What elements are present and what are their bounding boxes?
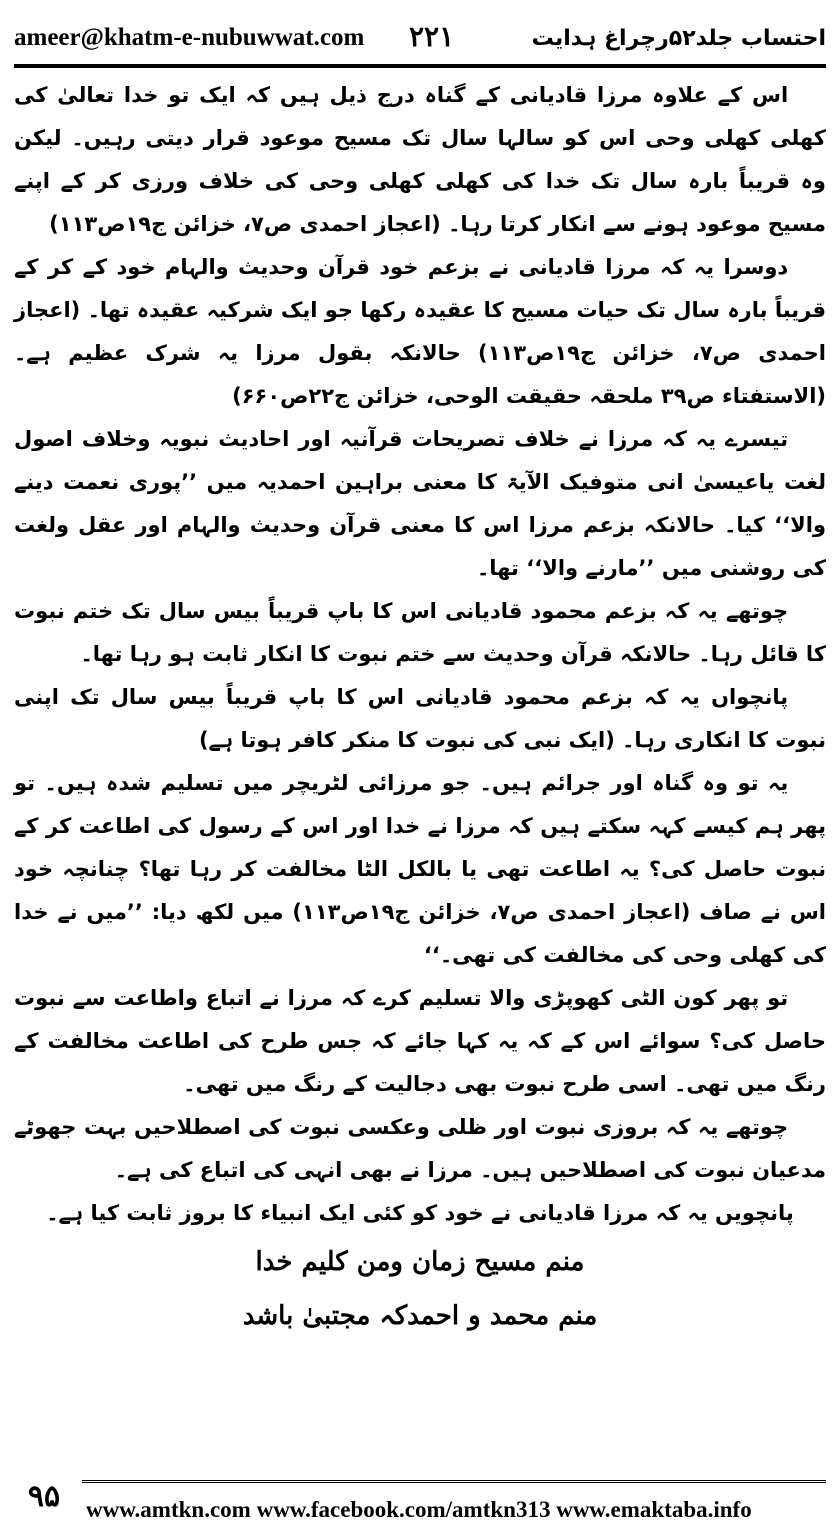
paragraph-7: تو پھر کون الٹی کھوپڑی والا تسلیم کرے کہ مرزا نے اتباع واطاعت سے نبوت حاصل کی؟ سوائے اس کے کہ یہ کہا جائے کہ جس طرح کی اطاعت مخالفت کے رنگ میں تھی۔ اسی طرح نبوت بھی دجالیت کے رنگ میں تھی۔ — [14, 986, 826, 1096]
paragraph-4: چوتھے یہ کہ بزعم محمود قادیانی اس کا باپ قریباً بیس سال تک ختم نبوت کا قائل رہا۔ حالانکہ قرآن وحدیث سے ختم نبوت کا انکار ثابت ہو رہا تھا۔ — [14, 599, 826, 666]
header-title: احتساب جلد۵۲رچراغ ہدایت — [531, 25, 826, 51]
centered-line: پانچویں یہ کہ مرزا قادیانی نے خود کو کئی ایک انبیاء کا بروز ثابت کیا ہے۔ — [46, 1201, 794, 1225]
paragraph-1: اس کے علاوہ مرزا قادیانی کے گناہ درج ذیل ہیں کہ ایک تو خدا تعالیٰ کی کھلی کھلی وحی اس کو سالہا سال تک مسیح موعود قرار دیتی رہیں۔ لیکن وہ قریباً بارہ سال تک خدا کی کھلی کھلی وحی کی خلاف ورزی کر کے اپنے مسیح موعود ہونے سے انکار کرتا رہا۔ (اعجاز احمدی ص۷، خزائن ج۱۹ص۱۱۳) — [14, 83, 826, 236]
paragraph-6: یہ تو وہ گناہ اور جرائم ہیں۔ جو مرزائی لٹریچر میں تسلیم شدہ ہیں۔ تو پھر ہم کیسے کہہ سکتے ہیں کہ مرزا نے خدا اور اس کے رسول کی اطاعت کر کے نبوت حاصل کی؟ یہ اطاعت تھی یا بالکل الٹا مخالفت کر رہا تھا؟ چنانچہ خود اس نے صاف (اعجاز احمدی ص۷، خزائن ج۱۹ص۱۱۳) میں لکھ دیا: ’’میں نے خدا کی کھلی وحی کی مخالفت کی تھی۔‘‘ — [14, 771, 827, 967]
paragraph-8: چوتھے یہ کہ بروزی نبوت اور ظلی وعکسی نبوت کی اصطلاحیں بہت جھوٹے مدعیان نبوت کی اصطلاحیں ہیں۔ مرزا نے بھی انہی کی اتباع کی ہے۔ — [14, 1115, 826, 1182]
footer-links: www.amtkn.com www.facebook.com/amtkn313 www.emaktaba.info — [86, 1497, 752, 1522]
header-divider — [14, 64, 826, 68]
paragraph-3: تیسرے یہ کہ مرزا نے خلاف تصریحات قرآنیہ اور احادیث نبویہ وخلاف اصول لغت یاعیسیٰ انی متوفیک الآیۃ کا معنی براہین احمدیہ میں ’’پوری نعمت دینے والا‘‘ کیا۔ حالانکہ بزعم مرزا اس کا معنی قرآن وحدیث والہام اور عقل ولغت کی روشنی میں ’’مارنے والا‘‘ تھا۔ — [14, 427, 826, 580]
verse-line-1: منم مسیح زمان ومن کلیم خدا — [255, 1247, 585, 1277]
paragraph-5: پانچواں یہ کہ بزعم محمود قادیانی اس کا باپ قریباً بیس سال تک اپنی نبوت کا انکاری رہا۔ (ایک نبی کی نبوت کا منکر کافر ہوتا ہے) — [14, 685, 826, 752]
header-book-page-number: ۲۲۱ — [409, 22, 455, 53]
footer-divider — [82, 1480, 826, 1483]
paragraph-2: دوسرا یہ کہ مرزا قادیانی نے بزعم خود قرآن وحدیث والہام خود کے کر کے قریباً بارہ سال تک حیات مسیح کا عقیدہ رکھا جو ایک شرکیہ عقیدہ تھا۔ (اعجاز احمدی ص۷، خزائن ج۱۹ص۱۱۳) حالانکہ بقول مرزا یہ شرک عظیم ہے۔ (الاستفتاء ص۳۹ ملحقہ حقیقت الوحی، خزائن ج۲۲ص۶۶۰) — [14, 255, 826, 408]
header-email: ameer@khatm-e-nubuwwat.com — [14, 24, 365, 51]
page-header — [14, 18, 826, 58]
page-number-badge: ۹۵ — [27, 1479, 61, 1513]
verse-line-2: منم محمد و احمدکہ مجتبیٰ باشد — [242, 1301, 598, 1331]
page-body — [14, 74, 826, 1460]
